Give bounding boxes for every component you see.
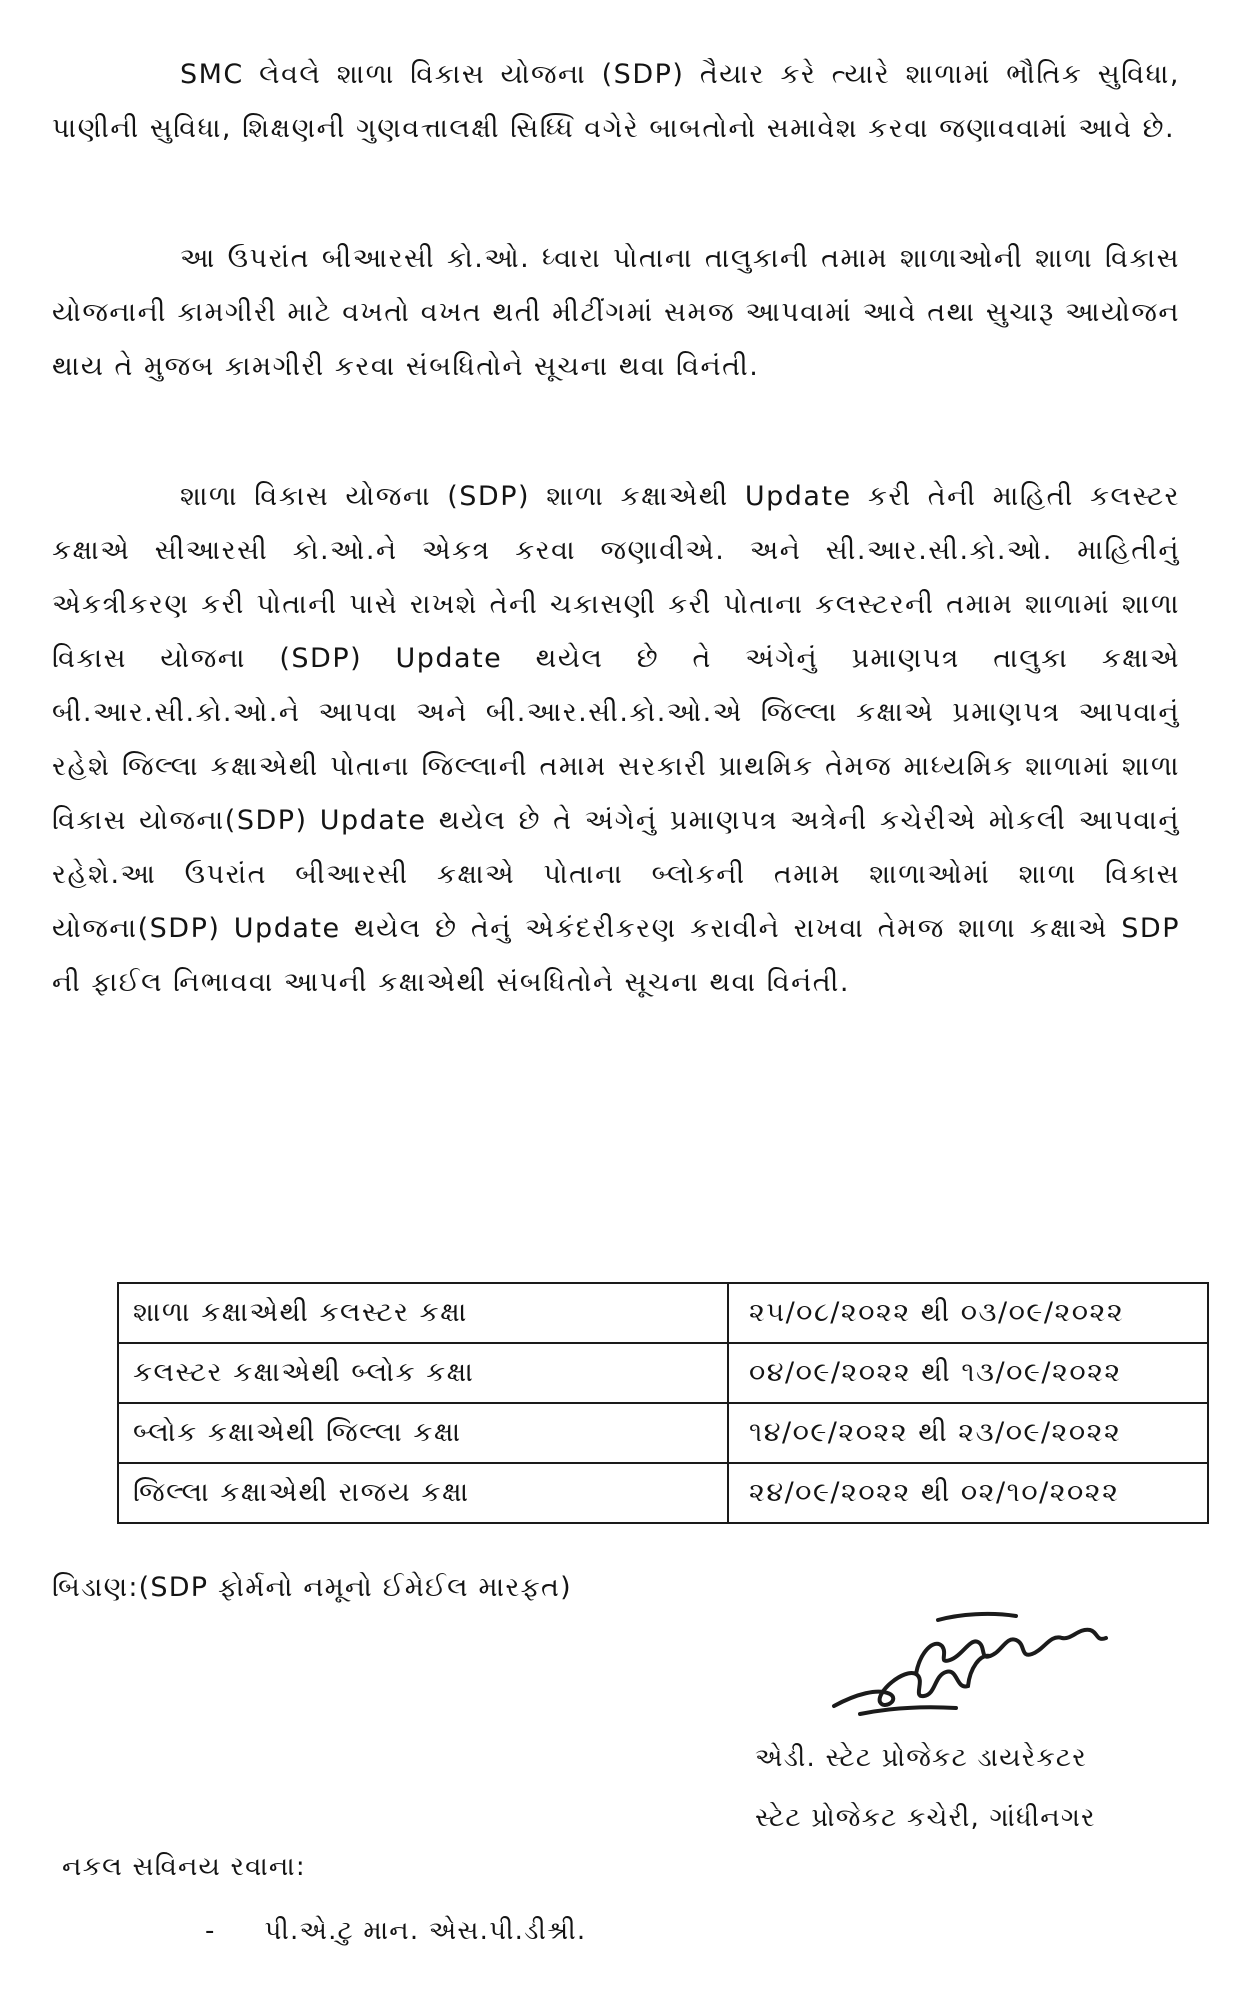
table-row xyxy=(118,1403,1208,1463)
stage-cell: બ્લોક કક્ષાએથી જિલ્લા કક્ષા xyxy=(118,1403,728,1463)
paragraph-brc-meetings xyxy=(52,232,1180,394)
dates-cell: ૧૪/૦૯/૨૦૨૨ થી ૨૩/૦૯/૨૦૨૨ xyxy=(728,1403,1208,1463)
dates-cell: ૦૪/૦૯/૨૦૨૨ થી ૧૩/૦૯/૨૦૨૨ xyxy=(728,1343,1208,1403)
signatory-block xyxy=(755,1728,1096,1848)
dates-cell: ૨૪/૦૯/૨૦૨૨ થી ૦૨/૧૦/૨૦૨૨ xyxy=(728,1463,1208,1523)
stage-cell: કલસ્ટર કક્ષાએથી બ્લોક કક્ષા xyxy=(118,1343,728,1403)
attachment-note: બિડાણ:(SDP ફોર્મનો નમૂનો ઈમેઈલ મારફત) xyxy=(52,1572,572,1603)
stage-cell: જિલ્લા કક્ષાએથી રાજય કક્ષા xyxy=(118,1463,728,1523)
paragraph-text: આ ઉપરાંત બીઆરસી કો.ઓ. ધ્વારા પોતાના તાલુકાની તમામ શાળાઓની શાળા વિકાસ યોજનાની કામગીરી માટે વખતો વખત થતી મીટીંગમાં સમજ આપવામાં આવે તથા સુચારૂ આયોજન થાય તે મુજબ કામગીરી કરવા સંબધિતોને સૂચના થવા વિનંતી. xyxy=(52,243,1180,382)
handwritten-signature xyxy=(820,1598,1120,1728)
paragraph-sdp-update xyxy=(52,470,1180,1010)
signatory-designation: એડી. સ્ટેટ પ્રોજેકટ ડાયરેકટર xyxy=(755,1743,1087,1773)
paragraph-text: SMC લેવલે શાળા વિકાસ યોજના (SDP) તૈયાર કરે ત્યારે શાળામાં ભૌતિક સુવિધા, પાણીની સુવિધા, શિક્ષણની ગુણવત્તાલક્ષી સિધ્ધિ વગેરે બાબતોનો સમાવેશ કરવા જણાવવામાં આવે છે. xyxy=(52,59,1180,144)
table-row xyxy=(118,1463,1208,1523)
paragraph-text: શાળા વિકાસ યોજના (SDP) શાળા કક્ષાએથી Update કરી તેની માહિતી કલસ્ટર કક્ષાએ સીઆરસી કો.ઓ.ને એકત્ર કરવા જણાવીએ. અને સી.આર.સી.કો.ઓ. માહિતીનું એકત્રીકરણ કરી પોતાની પાસે રાખશે તેની ચકાસણી કરી પોતાના કલસ્ટરની તમામ શાળામાં શાળા વિકાસ યોજના (SDP) Update થયેલ છે તે અંગેનું પ્રમાણપત્ર તાલુકા કક્ષાએ બી.આર.સી.કો.ઓ.ને આપવા અને બી.આર.સી.કો.ઓ.એ જિલ્લા કક્ષાએ પ્રમાણપત્ર આપવાનું રહેશે જિલ્લા કક્ષાએથી પોતાના જિલ્લાની તમામ સરકારી પ્રાથમિક તેમજ માધ્યમિક શાળામાં શાળા વિકાસ યોજના(SDP) Update થયેલ છે તે અંગેનું પ્રમાણપત્ર અત્રેની કચેરીએ મોકલી આપવાનું રહેશે.આ ઉપરાંત બીઆરસી કક્ષાએ પોતાના બ્લોકની તમામ શાળાઓમાં શાળા વિકાસ યોજના(SDP) Update થયેલ છે તેનું એકંદરીકરણ કરાવીને રાખવા તેમજ શાળા કક્ષાએ SDP ની ફાઈલ નિભાવવા આપની કક્ષાએથી સંબધિતોને સૂચના થવા વિનંતી. xyxy=(52,481,1180,998)
copy-heading: નકલ સવિનય રવાના: xyxy=(62,1852,306,1882)
table-row xyxy=(118,1343,1208,1403)
stage-cell: શાળા કક્ષાએથી કલસ્ટર કક્ષા xyxy=(118,1283,728,1343)
copy-recipient-item xyxy=(205,1916,586,1947)
paragraph-sdp-preparation xyxy=(52,48,1180,156)
signatory-office: સ્ટેટ પ્રોજેકટ કચેરી, ગાંધીનગર xyxy=(755,1803,1096,1833)
dates-cell: ૨૫/૦૮/૨૦૨૨ થી ૦૩/૦૯/૨૦૨૨ xyxy=(728,1283,1208,1343)
copy-recipient: પી.એ.ટુ માન. એસ.પી.ડીશ્રી. xyxy=(264,1916,587,1946)
schedule-table xyxy=(117,1282,1209,1524)
list-dash: - xyxy=(205,1916,216,1946)
table-row xyxy=(118,1283,1208,1343)
